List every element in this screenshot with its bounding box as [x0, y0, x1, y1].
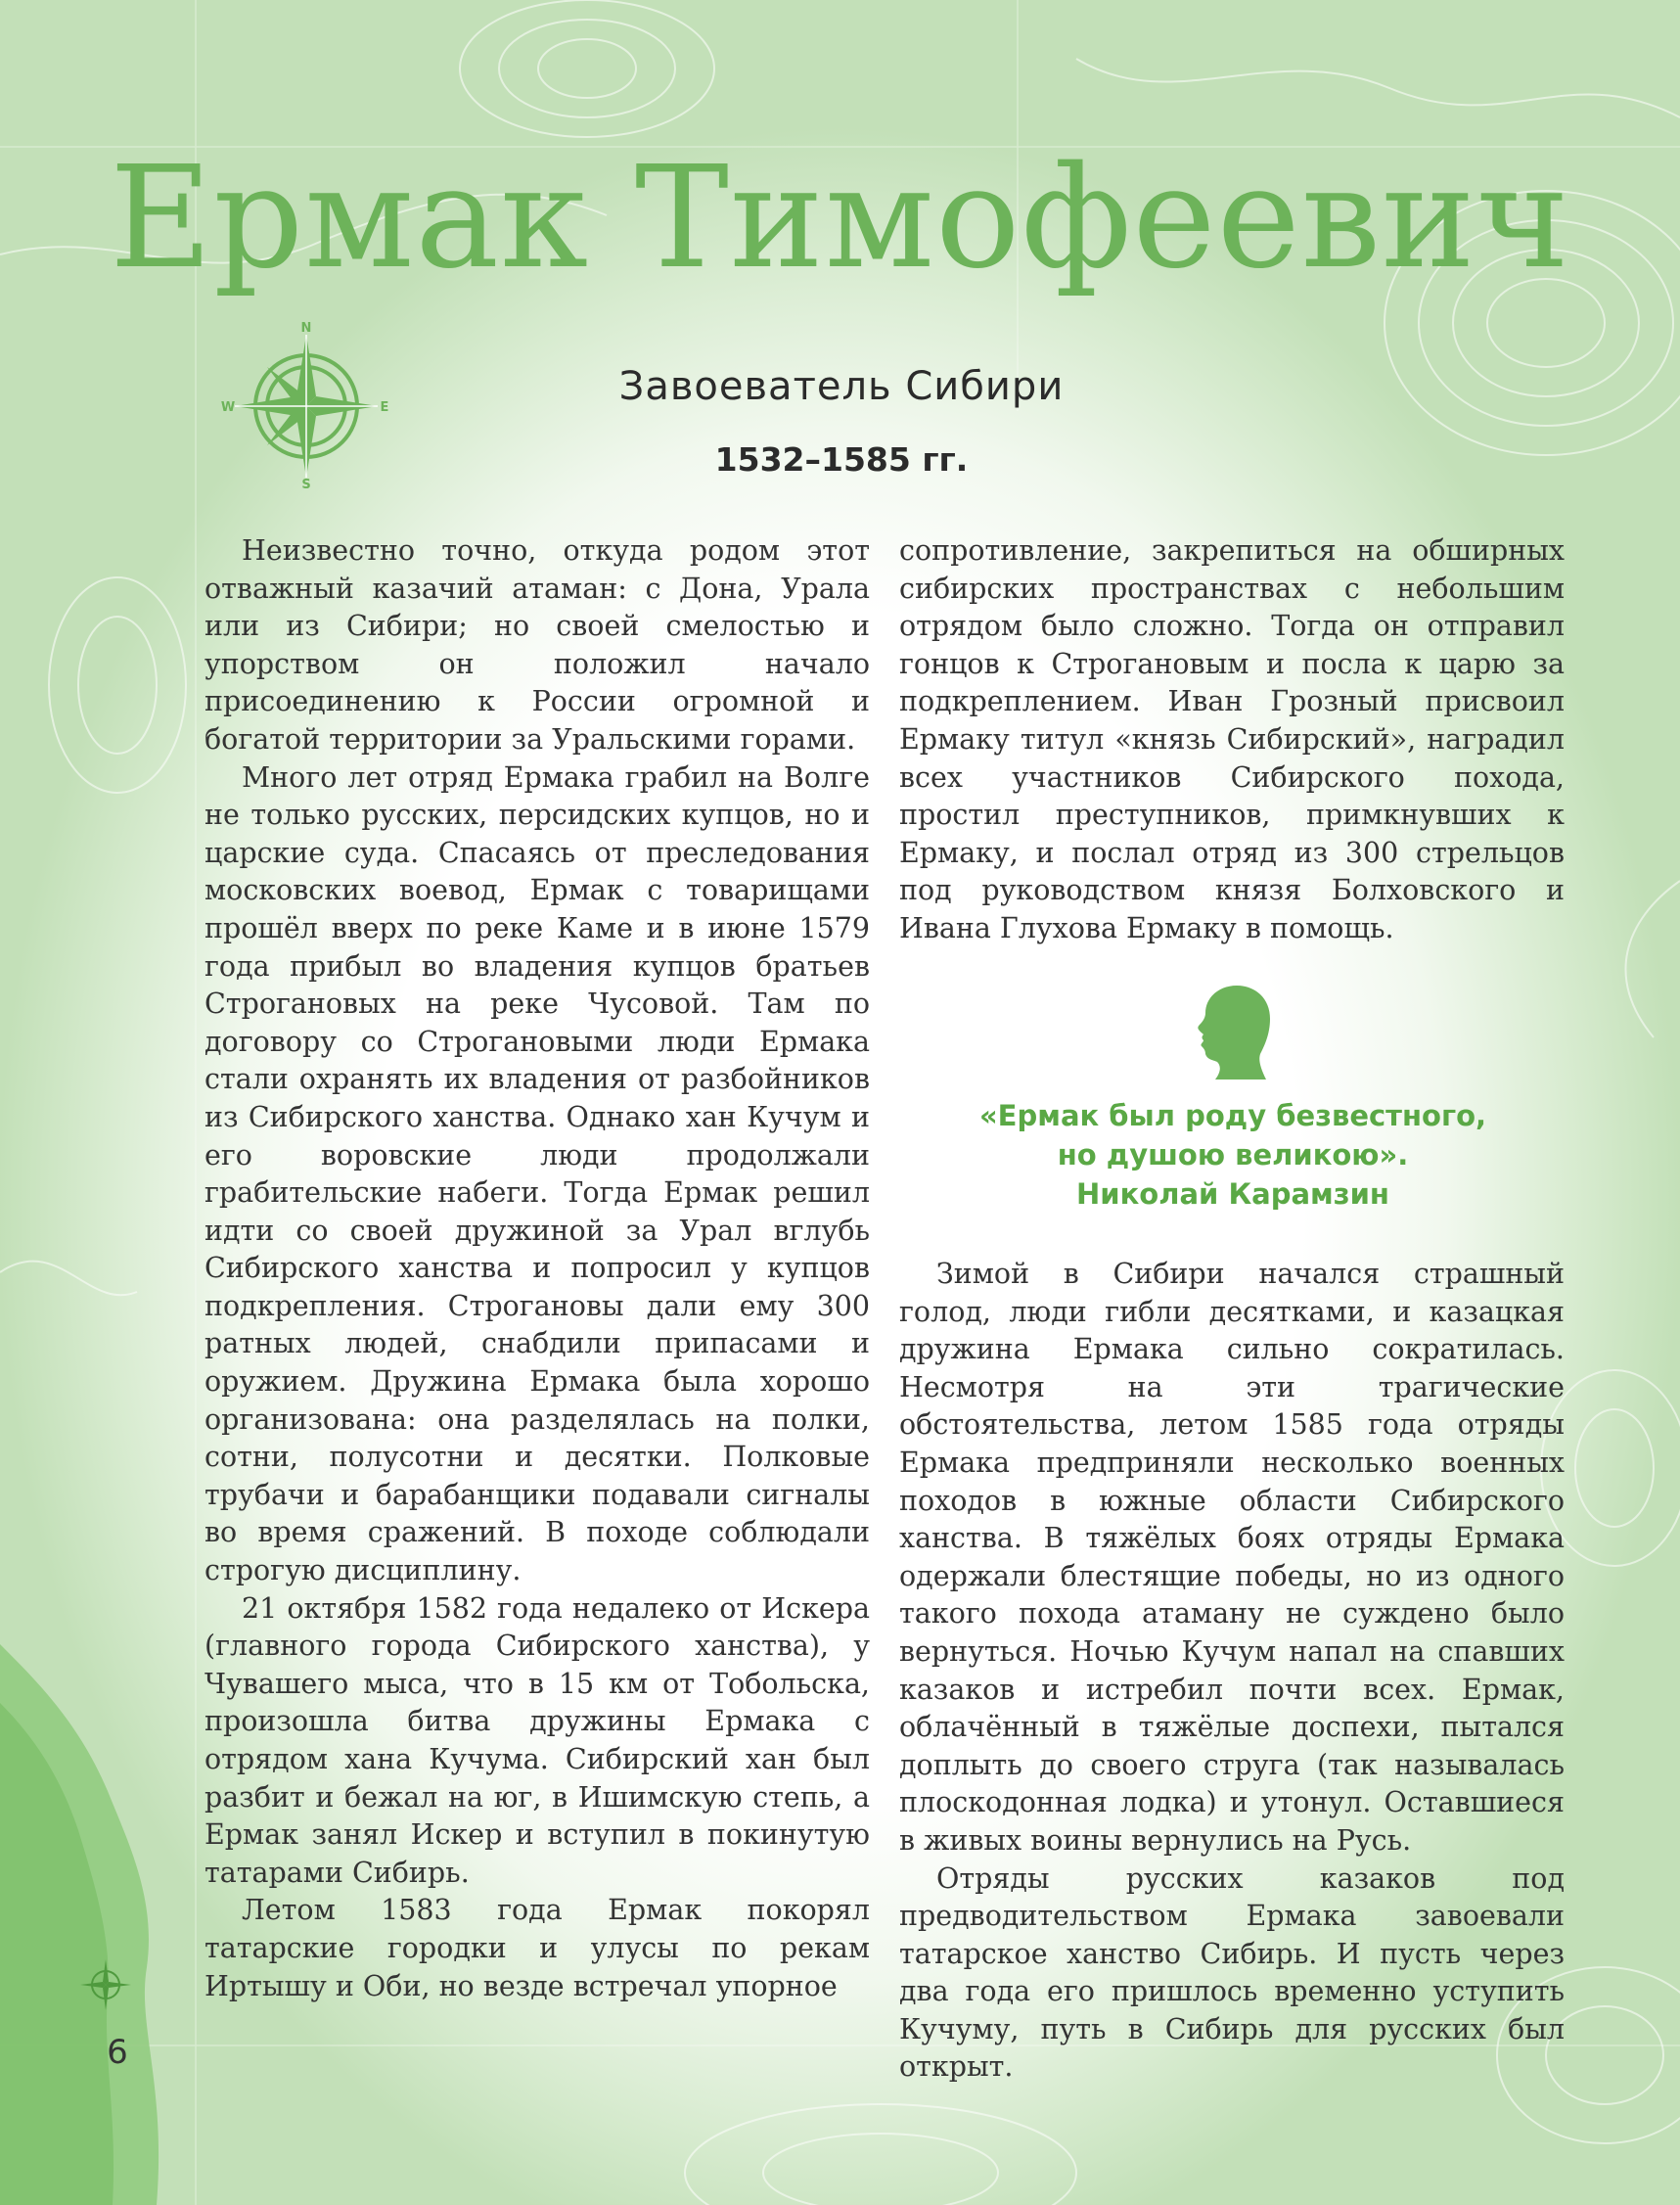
paragraph: Летом 1583 года Ермак покорял татарские городки и улусы по рекам Иртышу и Оби, но везде встречал упорное: [204, 1894, 870, 2002]
small-compass-icon: [78, 1957, 133, 2012]
quote-line-2: но душою великою».: [1057, 1138, 1409, 1171]
page-subtitle: Завоеватель Сибири: [618, 364, 1065, 409]
quote-line-1: «Ермак был роду безвестного,: [978, 1099, 1487, 1132]
right-column-bottom: [899, 1256, 1565, 2087]
quote-author: Николай Карамзин: [1076, 1177, 1389, 1211]
compass-rose-icon: [220, 321, 389, 492]
compass-west-label: W: [220, 400, 236, 415]
right-column-top: [899, 532, 1565, 948]
coastline-decoration: [0, 1644, 186, 2205]
silhouette-icon: [1192, 984, 1280, 1081]
page-title: Ермак Тимофеевич: [109, 135, 1571, 299]
compass-north-label: N: [300, 321, 312, 336]
paragraph: Много лет отряд Ермака грабил на Волге не только русских, персидских купцов, но и царские суда. Спасаясь от преследования московских воевод, Ермак с товарищами прошёл вверх по реке Каме и в июне 1579 года прибыл во владения купцов братьев Строгановых на реке Чусовой. Там по договору со Строгановыми люди Ермака стали охранять их владения от разбойников из Сибирского ханства. Однако хан Кучум и его воровские люди продолжали грабительские набеги. Тогда Ермак решил идти со своей дружиной за Урал вглубь Сибирского ханства и попросил у купцов подкрепления. Строгановы дали ему 300 ратных людей, снабдили припасами и оружием. Дружина Ермака была хорошо организована: она разделялась на полки, сотни, полусотни и десятки. Полковые трубачи и барабанщики подавали сигналы во время сражений. В походе соблюдали строгую дисциплину.: [204, 760, 870, 1587]
paragraph: сопротивление, закрепиться на обширных сибирских пространствах с небольшим отрядом было сложно. Тогда он отправил гонцов к Строгановым и посла к царю за подкреплением. Иван Грозный присвоил Ермаку титул «князь Сибирский», наградил всех участников Сибирского похода, простил преступников, примкнувших к Ермаку, и послал отряд из 300 стрельцов под руководством князя Болховского и Ивана Глухова Ермаку в помощь.: [899, 534, 1565, 944]
left-column: [204, 532, 870, 2005]
paragraph: Зимой в Сибири начался страшный голод, люди гибли десятками, и казацкая дружина Ермака сильно сократилась. Несмотря на эти трагические обстоятельства, летом 1585 года отряды Ермака предприняли несколько военных походов в южные области Сибирского ханства. В тяжёлых боях отряды Ермака одержали блестящие победы, но из одного такого похода атаману не суждено было вернуться. Ночью Кучум напал на спавших казаков и истребил почти всех. Ермак, облачённый в тяжёлые доспехи, пытался доплыть до своего струга (так называлась плоскодонная лодка) и утонул. Оставшиеся в живых воины вернулись на Русь.: [899, 1258, 1565, 1857]
compass-east-label: E: [380, 400, 389, 415]
paragraph: Неизвестно точно, откуда родом этот отважный казачий атаман: с Дона, Урала или из Сибири; но своей смелостью и упорством он положил начало присоединению к России огромной и богатой территории за Уральскими горами.: [204, 534, 870, 756]
page-number: 6: [107, 2033, 128, 2072]
paragraph: 21 октября 1582 года недалеко от Искера (главного города Сибирского ханства), у Чувашего мыса, что в 15 км от Тобольска, произошла битва дружины Ермака с отрядом хана Кучума. Сибирский хан был разбит и бежал на юг, в Ишимскую степь, а Ермак занял Искер и вступил в покинутую татарами Сибирь.: [204, 1591, 870, 1889]
quote-block: [949, 1096, 1517, 1214]
life-dates: 1532–1585 гг.: [714, 440, 969, 479]
compass-south-label: S: [301, 478, 311, 492]
paragraph: Отряды русских казаков под предводительством Ермака завоевали татарское ханство Сибирь. И пусть через два года его пришлось временно уступить Кучуму, путь в Сибирь для русских был открыт.: [899, 1861, 1565, 2084]
